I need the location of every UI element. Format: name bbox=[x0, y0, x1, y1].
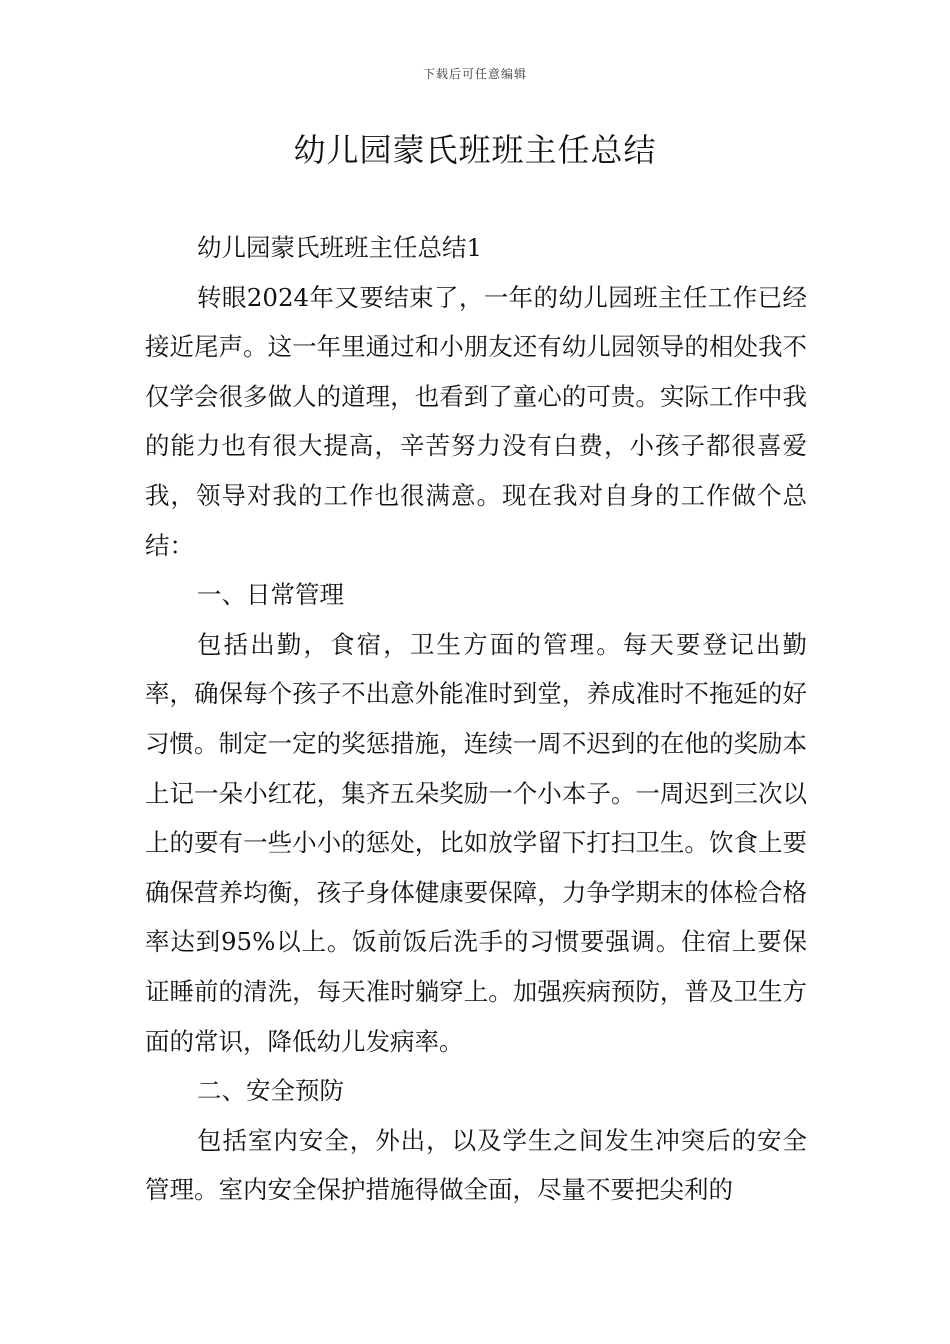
document-body bbox=[145, 223, 807, 1215]
document-title: 幼儿园蒙氏班班主任总结 bbox=[293, 131, 657, 169]
paragraph: 包括出勤，食宿，卫生方面的管理。每天要登记出勤率，确保每个孩子不出意外能准时到堂，养成准时不拖延的好习惯。制定一定的奖惩措施，连续一周不迟到的在他的奖励本上记一朵小红花，集齐五朵奖励一个小本子。一周迟到三次以上的要有一些小小的惩处，比如放学留下打扫卫生。饮食上要确保营养均衡，孩子身体健康要保障，力争学期末的体检合格率达到95%以上。饭前饭后洗手的习惯要强调。住宿上要保证睡前的清洗，每天准时躺穿上。加强疾病预防，普及卫生方面的常识，降低幼儿发病率。 bbox=[145, 629, 807, 1056]
paragraph: 包括室内安全，外出，以及学生之间发生冲突后的安全管理。室内安全保护措施得做全面，尽量不要把尖利的 bbox=[145, 1125, 807, 1205]
paragraph: 转眼2024年又要结束了，一年的幼儿园班主任工作已经接近尾声。这一年里通过和小朋友还有幼儿园领导的相处我不仅学会很多做人的道理，也看到了童心的可贵。实际工作中我的能力也有很大提高，辛苦努力没有白费，小孩子都很喜爱我，领导对我的工作也很满意。现在我对自身的工作做个总结： bbox=[145, 282, 807, 560]
section-heading: 幼儿园蒙氏班班主任总结1 bbox=[197, 233, 483, 262]
subsection-heading: 一、日常管理 bbox=[197, 580, 344, 610]
subsection-heading: 二、安全预防 bbox=[197, 1076, 344, 1106]
header-note: 下载后可任意编辑 bbox=[422, 67, 527, 81]
